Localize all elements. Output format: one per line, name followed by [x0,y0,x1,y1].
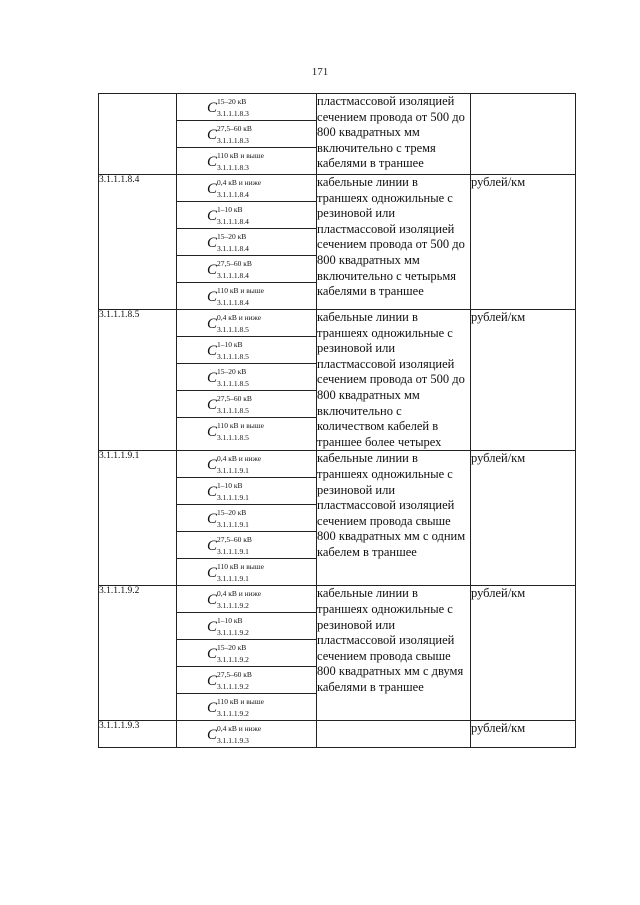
rate-symbol-cell [177,256,316,283]
rate-symbol-cell [177,337,316,364]
row-description: кабельные линии в траншеях одножильные с резиновой или пластмассовой изоляцией сечением провода свыше 800 квадратных мм с одним кабелем в траншее [317,451,471,586]
rate-symbol-letter: C [207,673,218,690]
code-subscript: 3.1.1.1.8.4 [217,244,249,253]
code-subscript: 3.1.1.1.9.1 [217,547,249,557]
rate-symbol-cell [177,175,316,202]
row-description: пластмассовой изоляцией сечением провода от 500 до 800 квадратных мм включительно с тремя кабелями в траншее [317,94,471,175]
rate-symbol-letter: C [207,727,218,744]
voltage-superscript: 1–10 кВ [217,340,243,349]
voltage-superscript: 27,5–60 кВ [217,535,252,545]
rate-symbol-cell [177,532,316,559]
rate-symbol-letter: C [207,424,218,440]
voltage-superscript: 110 кВ и выше [217,421,264,430]
voltage-superscript: 27,5–60 кВ [217,259,252,268]
row-description: кабельные линии в траншеях одножильные с резиновой или пластмассовой изоляцией сечением провода от 500 до 800 квадратных мм включительно с количеством кабелей в траншее более четырех [317,310,471,451]
table-row [99,451,576,586]
code-subscript: 3.1.1.1.9.1 [217,520,249,530]
voltage-superscript: 15–20 кВ [217,232,247,241]
code-subscript: 3.1.1.1.8.3 [217,109,249,118]
symbol-column [177,721,317,748]
row-unit: рублей/км [471,721,576,748]
code-subscript: 3.1.1.1.9.2 [217,709,249,719]
row-unit: рублей/км [471,175,576,310]
code-subscript: 3.1.1.1.9.1 [217,493,249,503]
symbol-column [177,310,317,451]
voltage-superscript: 1–10 кВ [217,616,243,626]
voltage-superscript: 27,5–60 кВ [217,124,252,133]
rate-symbol-letter: C [207,511,218,528]
rate-symbol-letter: C [207,262,218,278]
row-code: 3.1.1.1.9.3 [99,721,177,748]
rate-symbol-cell [177,283,316,309]
rate-symbol-letter: C [207,646,218,663]
rate-symbol-cell [177,229,316,256]
voltage-superscript: 0,4 кВ и ниже [217,178,262,187]
symbol-column [177,586,317,721]
code-subscript: 3.1.1.1.9.2 [217,628,249,638]
row-unit: рублей/км [471,451,576,586]
code-subscript: 3.1.1.1.8.5 [217,352,249,361]
rate-symbol-cell [177,451,316,478]
page-number: 171 [311,66,329,78]
voltage-superscript: 110 кВ и выше [217,286,264,295]
rate-symbol-letter: C [207,316,218,332]
rate-symbol-cell [177,613,316,640]
row-unit [471,94,576,175]
rate-symbol-letter: C [207,592,218,609]
code-subscript: 3.1.1.1.9.2 [217,601,249,611]
rate-symbol-cell [177,148,316,174]
rate-symbol-letter: C [207,397,218,413]
rate-symbol-cell [177,559,316,585]
voltage-superscript: 27,5–60 кВ [217,670,252,680]
voltage-superscript: 110 кВ и выше [217,562,264,572]
rate-symbol-cell [177,391,316,418]
row-code: 3.1.1.1.9.2 [99,586,177,721]
symbol-column [177,451,317,586]
rate-symbol-cell [177,478,316,505]
code-subscript: 3.1.1.1.9.3 [217,736,249,746]
voltage-superscript: 0,4 кВ и ниже [217,589,262,599]
tariff-table [98,93,576,748]
code-subscript: 3.1.1.1.9.2 [217,682,249,692]
voltage-superscript: 15–20 кВ [217,367,247,376]
rate-symbol-letter: C [207,154,218,170]
row-code: 3.1.1.1.8.4 [99,175,177,310]
rate-symbol-cell [177,586,316,613]
rate-symbol-letter: C [207,343,218,359]
rate-symbol-letter: C [207,484,218,501]
table-row [99,721,576,748]
voltage-superscript: 1–10 кВ [217,481,243,491]
row-code [99,94,177,175]
voltage-superscript: 1–10 кВ [217,205,243,214]
rate-symbol-cell [177,640,316,667]
code-subscript: 3.1.1.1.8.5 [217,433,249,442]
rate-symbol-letter: C [207,457,218,474]
row-description [317,721,471,748]
code-subscript: 3.1.1.1.8.4 [217,190,249,199]
rate-symbol-letter: C [207,619,218,636]
rate-symbol-cell [177,505,316,532]
rate-symbol-cell [177,694,316,720]
code-subscript: 3.1.1.1.9.1 [217,466,249,476]
code-subscript: 3.1.1.1.8.5 [217,325,249,334]
table-row [99,94,576,175]
code-subscript: 3.1.1.1.8.4 [217,217,249,226]
voltage-superscript: 110 кВ и выше [217,697,264,707]
symbol-column [177,175,317,310]
row-unit: рублей/км [471,310,576,451]
rate-symbol-cell [177,202,316,229]
rate-symbol-cell [177,310,316,337]
rate-symbol-cell [177,667,316,694]
voltage-superscript: 0,4 кВ и ниже [217,454,262,464]
rate-symbol-letter: C [207,235,218,251]
rate-symbol-letter: C [207,208,218,224]
row-description: кабельные линии в траншеях одножильные с резиновой или пластмассовой изоляцией сечением провода от 500 до 800 квадратных мм включительно с четырьмя кабелями в траншее [317,175,471,310]
row-description: кабельные линии в траншеях одножильные с резиновой или пластмассовой изоляцией сечением провода свыше 800 квадратных мм с двумя кабелями в траншее [317,586,471,721]
rate-symbol-cell [177,364,316,391]
rate-symbol-cell [177,721,316,747]
code-subscript: 3.1.1.1.8.3 [217,163,249,172]
rate-symbol-letter: C [207,370,218,386]
table-row [99,310,576,451]
table-row [99,586,576,721]
voltage-superscript: 0,4 кВ и ниже [217,313,262,322]
voltage-superscript: 15–20 кВ [217,97,247,106]
rate-symbol-letter: C [207,181,218,197]
voltage-superscript: 27,5–60 кВ [217,394,252,403]
code-subscript: 3.1.1.1.8.5 [217,406,249,415]
code-subscript: 3.1.1.1.8.4 [217,298,249,307]
table-row [99,175,576,310]
rate-symbol-letter: C [207,100,218,116]
rate-symbol-letter: C [207,565,218,582]
rate-symbol-cell [177,94,316,121]
code-subscript: 3.1.1.1.8.4 [217,271,249,280]
voltage-superscript: 0,4 кВ и ниже [217,724,262,734]
voltage-superscript: 110 кВ и выше [217,151,264,160]
rate-symbol-cell [177,418,316,444]
rate-symbol-letter: C [207,538,218,555]
code-subscript: 3.1.1.1.9.2 [217,655,249,665]
code-subscript: 3.1.1.1.9.1 [217,574,249,584]
voltage-superscript: 15–20 кВ [217,643,247,653]
rate-symbol-letter: C [207,700,218,717]
rate-symbol-letter: C [207,289,218,305]
code-subscript: 3.1.1.1.8.5 [217,379,249,388]
row-unit: рублей/км [471,586,576,721]
row-code: 3.1.1.1.9.1 [99,451,177,586]
row-code: 3.1.1.1.8.5 [99,310,177,451]
symbol-column [177,94,317,175]
code-subscript: 3.1.1.1.8.3 [217,136,249,145]
rate-symbol-cell [177,121,316,148]
voltage-superscript: 15–20 кВ [217,508,247,518]
rate-symbol-letter: C [207,127,218,143]
